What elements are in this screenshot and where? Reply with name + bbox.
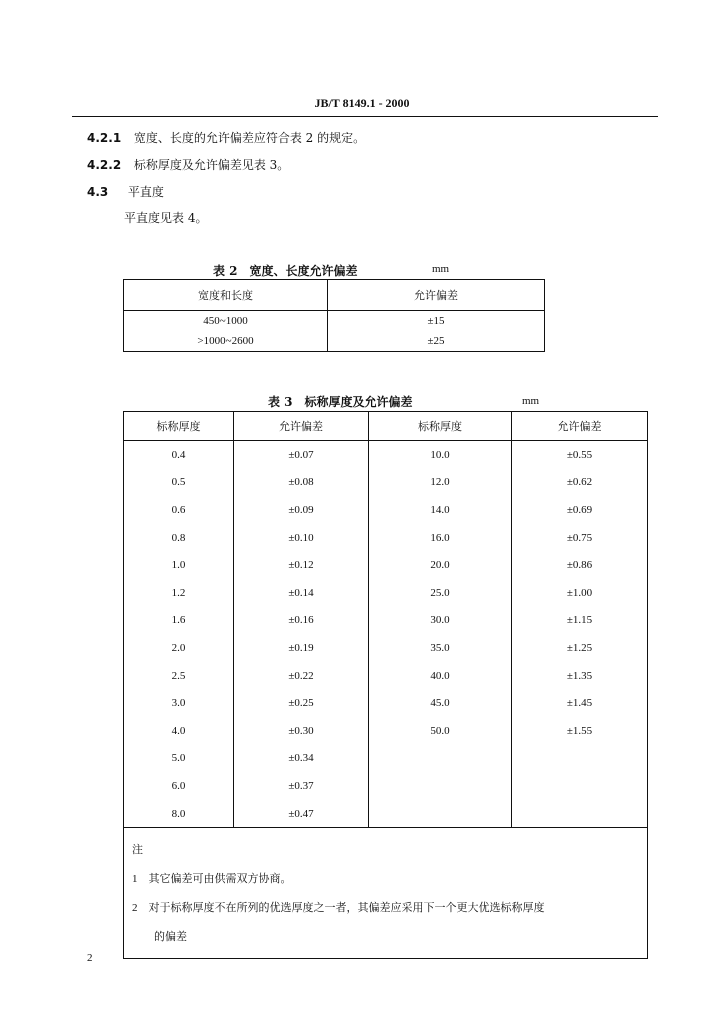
clause-text: 宽度、长度的允许偏差应符合表 2 的规定。 (133, 131, 366, 145)
table-cell: 12.0 (369, 469, 512, 497)
table-cell: 25.0 (369, 579, 512, 607)
notes-row (124, 828, 648, 959)
table-row (124, 745, 648, 773)
table-cell: 14.0 (369, 496, 512, 524)
header-rule (72, 116, 658, 117)
table-cell: ±1.15 (566, 614, 593, 627)
table-cell (369, 745, 512, 773)
paragraph-4-3 (87, 185, 164, 199)
paragraph-4-2-1 (87, 131, 365, 145)
table2 (123, 279, 545, 352)
table-cell: ±0.69 (566, 503, 593, 516)
table-row (124, 607, 648, 635)
table-cell (512, 772, 648, 800)
table-header-cell: 允许偏差 (512, 412, 648, 441)
table-row (124, 496, 648, 524)
table-cell: 5.0 (124, 745, 234, 773)
table3-unit: mm (522, 395, 540, 407)
table-cell: ±0.10 (234, 524, 369, 552)
table-cell: ±0.47 (234, 800, 369, 828)
table-row (124, 689, 648, 717)
table2-unit: mm (432, 263, 450, 275)
table-header-cell: 允许偏差 (234, 412, 369, 441)
table-cell: 8.0 (124, 800, 234, 828)
paragraph-4-2-2 (87, 158, 289, 172)
table-cell: ±0.62 (566, 476, 593, 489)
table-row (124, 311, 545, 332)
table-cell: 0.5 (124, 469, 234, 497)
table-cell: ±0.86 (566, 559, 593, 572)
table-header-cell: 宽度和长度 (124, 280, 328, 311)
table-cell: ±0.08 (234, 469, 369, 497)
table-row (124, 772, 648, 800)
table-cell: 45.0 (369, 689, 512, 717)
table-cell: ±0.16 (234, 607, 369, 635)
table-cell: ±0.75 (566, 531, 593, 544)
clause-number: 4.3 (87, 185, 109, 199)
clause-text: 平直度 (127, 185, 164, 199)
table-cell (369, 772, 512, 800)
table-cell: 1.2 (124, 579, 234, 607)
table-cell: ±0.34 (234, 745, 369, 773)
table-row (124, 800, 648, 828)
table-header-cell: 允许偏差 (328, 280, 545, 311)
table-row (124, 441, 648, 469)
table-cell: ±0.12 (234, 551, 369, 579)
page-number: 2 (87, 952, 93, 964)
table-row (124, 634, 648, 662)
table-header-cell: 标称厚度 (124, 412, 234, 441)
note-item: 2 对于标称厚度不在所列的优选厚度之一者，其偏差应采用下一个更大优选标称厚度 (132, 902, 545, 915)
table-cell: ±1.25 (566, 641, 593, 654)
table-cell: 10.0 (369, 441, 512, 469)
table-cell: 450~1000 (124, 311, 328, 332)
flatness-body: 平直度见表 4。 (124, 211, 208, 225)
table-row (124, 551, 648, 579)
table-cell: ±0.25 (234, 689, 369, 717)
table-cell: 30.0 (369, 607, 512, 635)
table-cell: 0.4 (124, 441, 234, 469)
table-cell: 1.6 (124, 607, 234, 635)
table3 (123, 411, 648, 959)
table-cell: 1.0 (124, 551, 234, 579)
table-cell: 50.0 (369, 717, 512, 745)
table2-caption: 表 2 宽度、长度允许偏差 (213, 264, 358, 278)
table-cell: 16.0 (369, 524, 512, 552)
table-row (124, 717, 648, 745)
table-cell: ±15 (427, 315, 445, 327)
table-cell: >1000~2600 (124, 331, 328, 352)
note-item: 的偏差 (132, 931, 187, 944)
table-cell: ±0.07 (234, 441, 369, 469)
table-row (124, 662, 648, 690)
table-header-row (124, 412, 648, 441)
table-cell: ±0.55 (566, 448, 593, 461)
table-cell: ±0.37 (234, 772, 369, 800)
table-cell: ±1.55 (566, 724, 593, 737)
table-cell: 3.0 (124, 689, 234, 717)
table-cell: 40.0 (369, 662, 512, 690)
table-cell (369, 800, 512, 828)
table-cell: 20.0 (369, 551, 512, 579)
table-cell: ±0.09 (234, 496, 369, 524)
table-cell: ±1.45 (566, 697, 593, 710)
clause-number: 4.2.1 (87, 131, 122, 145)
table-cell: ±0.19 (234, 634, 369, 662)
table-cell: 0.6 (124, 496, 234, 524)
table-cell: 0.8 (124, 524, 234, 552)
table-header-row (124, 280, 545, 311)
table3-caption: 表 3 标称厚度及允许偏差 (268, 395, 413, 409)
table-cell: 2.5 (124, 662, 234, 690)
table-cell: ±25 (427, 335, 445, 347)
table-cell: 6.0 (124, 772, 234, 800)
table-row (124, 524, 648, 552)
clause-text: 标称厚度及允许偏差见表 3。 (133, 158, 290, 172)
table-cell: 4.0 (124, 717, 234, 745)
table-row (124, 469, 648, 497)
table-cell: ±1.00 (566, 586, 593, 599)
table-cell: ±0.22 (234, 662, 369, 690)
table-header-cell: 标称厚度 (369, 412, 512, 441)
notes-title: 注 (132, 844, 143, 857)
table-row (124, 331, 545, 352)
clause-number: 4.2.2 (87, 158, 122, 172)
table-cell: ±0.30 (234, 717, 369, 745)
table-cell: 2.0 (124, 634, 234, 662)
table-cell: 35.0 (369, 634, 512, 662)
note-item: 1 其它偏差可由供需双方协商。 (132, 873, 292, 886)
notes-cell (124, 828, 648, 959)
table-row (124, 579, 648, 607)
standard-code-header: JB/T 8149.1 - 2000 (314, 96, 410, 110)
table-cell (512, 745, 648, 773)
table-cell (512, 800, 648, 828)
table-cell: ±0.14 (234, 579, 369, 607)
table-cell: ±1.35 (566, 669, 593, 682)
